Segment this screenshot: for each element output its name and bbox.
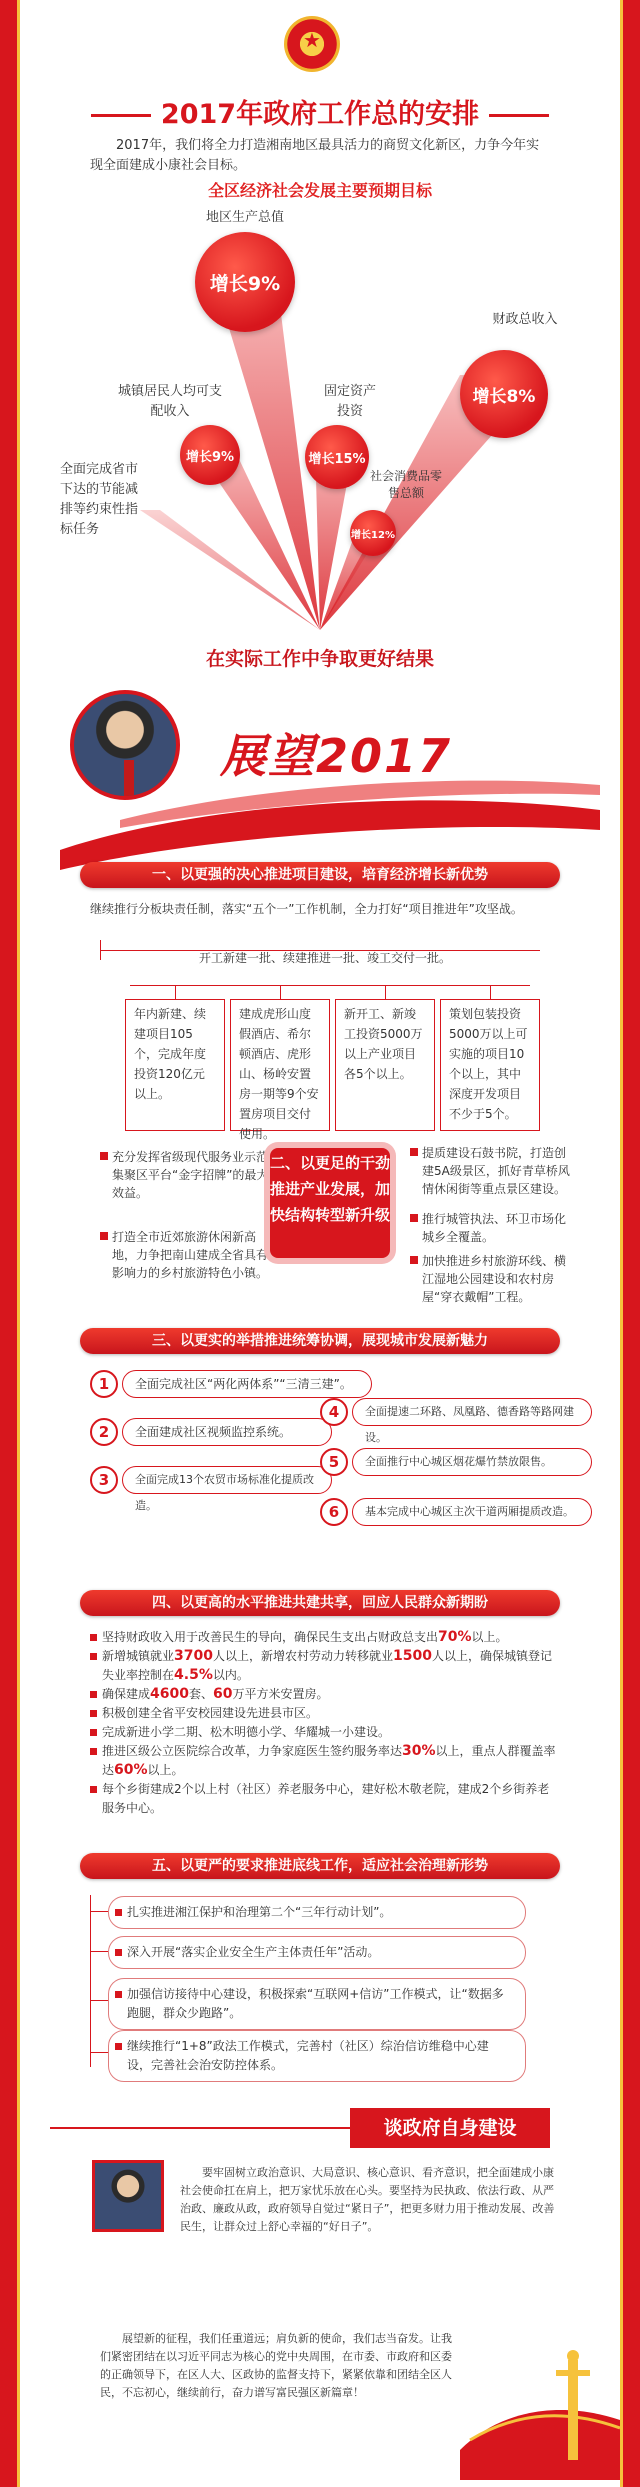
section-4-row: 坚持财政收入用于改善民生的导向，确保民生支出占财政总支出70%以上。 bbox=[90, 1628, 560, 1647]
connector bbox=[490, 985, 491, 999]
leader-portrait bbox=[70, 690, 180, 800]
intro-text: 2017年，我们将全力打造湘南地区最具活力的商贸文化新区，力争今年实现全面建成小康社会目标。 bbox=[90, 138, 540, 173]
section-2-heading: 二、以更足的干劲推进产业发展，加快结构转型新升级 bbox=[270, 1148, 390, 1258]
section-4-heading: 四、以更高的水平推进共建共享，回应人民群众新期盼 bbox=[80, 1590, 560, 1616]
connector bbox=[175, 985, 176, 999]
huabiao-decoration-icon bbox=[460, 2340, 620, 2480]
target-bubble-gdp: 增长9% bbox=[195, 232, 295, 332]
target-bubble-retail: 增长12% bbox=[350, 510, 396, 556]
section-1-box-4: 策划包装投资5000万以上可实施的项目10个以上，其中深度开发项目不少于5个。 bbox=[440, 999, 540, 1131]
outlook-title: 展望2017 bbox=[220, 729, 453, 783]
section-5-item-2: 深入开展“落实企业安全生产主体责任年”活动。 bbox=[108, 1936, 526, 1969]
section-1-box-3: 新开工、新竣工投资5000万以上产业项目各5个以上。 bbox=[335, 999, 435, 1131]
left-frame bbox=[0, 0, 20, 2487]
section-3-num-5: 5 bbox=[320, 1448, 348, 1476]
right-frame bbox=[620, 0, 640, 2487]
target-bubble-investment: 增长15% bbox=[305, 425, 369, 489]
targets-subtitle: 全区经济社会发展主要预期目标 bbox=[207, 181, 432, 200]
section-6-paragraph-2: 展望新的征程，我们任重道远；肩负新的使命，我们志当奋发。让我们紧密团结在以习近平同志为核心的党中央周围，在市委、市政府和区委的正确领导下，在区人大、区政协的监督支持下，紧紧依靠和团结全区人民，不忘初心，继续前行，奋力谱写富民强区新篇章！ bbox=[100, 2332, 452, 2399]
connector bbox=[90, 2052, 108, 2053]
section-3-item-2: 全面建成社区视频监控系统。 bbox=[122, 1418, 332, 1446]
target-label-gdp: 地区生产总值 bbox=[205, 210, 284, 225]
target-bubble-income: 增长9% bbox=[180, 425, 240, 485]
section-1-lead: 继续推行分板块责任制，落实“五个一”工作机制，全力打好“项目推进年”攻坚战。 bbox=[90, 902, 523, 916]
section-4-row: 新增城镇就业3700人以上，新增农村劳动力转移就业1500人以上，确保城镇登记失业率控制在4.5%以内。 bbox=[90, 1647, 560, 1685]
section-2-left-2: 打造全市近郊旅游休闲新高地，力争把南山建成全省具有影响力的乡村旅游特色小镇。 bbox=[100, 1228, 270, 1282]
section-6-paragraph-1: 要牢固树立政治意识、大局意识、核心意识、看齐意识，把全面建成小康社会使命扛在肩上，把万家忧乐放在心头。要坚持为民执政、依法行政、从严治政、廉政从政，政府领导自觉过“紧日子”，把更多财力用于推动发展、改善民生，让群众过上舒心幸福的“好日子”。 bbox=[180, 2166, 555, 2233]
section-2-right-1: 提质建设石鼓书院，打造创建5A级景区，抓好青草桥风情休闲街等重点景区建设。 bbox=[410, 1144, 570, 1198]
section-1-box-2: 建成虎形山度假酒店、希尔顿酒店、虎形山、杨岭安置房一期等9个安置房项目交付使用。 bbox=[230, 999, 330, 1131]
section-4-row: 推进区级公立医院综合改革，力争家庭医生签约服务率达30%以上，重点人群覆盖率达60%以上。 bbox=[90, 1742, 560, 1780]
page bbox=[20, 0, 620, 2487]
target-bubble-fiscal: 增长8% bbox=[460, 350, 548, 438]
target-label-retail: 社会消费品零售总额 bbox=[370, 469, 443, 500]
targets-infographic bbox=[20, 200, 620, 640]
section-3-item-4: 全面提速二环路、凤凰路、德香路等路网建设。 bbox=[352, 1398, 592, 1426]
national-emblem-icon: ★ bbox=[284, 16, 340, 72]
section-3-num-6: 6 bbox=[320, 1498, 348, 1526]
connector bbox=[385, 985, 386, 999]
section-3-item-1: 全面完成社区“两化两体系”“三清三建”。 bbox=[122, 1370, 372, 1398]
section-4-row: 积极创建全省平安校园建设先进县市区。 bbox=[90, 1704, 560, 1723]
section-1-heading: 一、以更强的决心推进项目建设，培育经济增长新优势 bbox=[80, 862, 560, 888]
section-5-item-1: 扎实推进湘江保护和治理第二个“三年行动计划”。 bbox=[108, 1896, 526, 1929]
target-label-fiscal: 财政总收入 bbox=[492, 312, 558, 327]
section-3-num-1: 1 bbox=[90, 1370, 118, 1398]
section-3-heading: 三、以更实的举措推进统筹协调，展现城市发展新魅力 bbox=[80, 1328, 560, 1354]
section-3-num-2: 2 bbox=[90, 1418, 118, 1446]
connector bbox=[90, 1895, 91, 2067]
section-6-heading: 谈政府自身建设 bbox=[350, 2108, 550, 2148]
target-label-energy: 全面完成省市下达的节能减排等约束性指标任务 bbox=[60, 462, 139, 537]
section-4-list bbox=[90, 1628, 560, 1818]
page-title: 2017年政府工作总的安排 bbox=[20, 92, 620, 131]
section-3-item-6: 基本完成中心城区主次干道两厢提质改造。 bbox=[352, 1498, 592, 1526]
section-2-right-2: 推行城管执法、环卫市场化城乡全覆盖。 bbox=[410, 1210, 570, 1246]
section-3-item-3: 全面完成13个农贸市场标准化提质改造。 bbox=[122, 1466, 332, 1494]
section-3-num-3: 3 bbox=[90, 1466, 118, 1494]
section-5-item-3: 加强信访接待中心建设，积极探索“互联网+信访”工作模式，让“数据多跑腿，群众少跑路”。 bbox=[108, 1978, 526, 2030]
connector bbox=[90, 2000, 108, 2001]
connector bbox=[90, 1911, 108, 1912]
section-4-row: 完成新进小学二期、松木明德小学、华耀城一小建设。 bbox=[90, 1723, 560, 1742]
section-1-box-1: 年内新建、续建项目105个，完成年度投资120亿元以上。 bbox=[125, 999, 225, 1131]
connector bbox=[130, 985, 530, 986]
section-2-right-3: 加快推进乡村旅游环线、横江湿地公园建设和农村房屋“穿衣戴帽”工程。 bbox=[410, 1252, 570, 1306]
connector bbox=[90, 1951, 108, 1952]
section-2-left-1: 充分发挥省级现代服务业示范集聚区平台“金字招牌”的最大效益。 bbox=[100, 1148, 270, 1202]
section-5-item-4: 继续推行“1+8”政法工作模式，完善村（社区）综治信访维稳中心建设，完善社会治安防控体系。 bbox=[108, 2030, 526, 2082]
section-3-num-4: 4 bbox=[320, 1398, 348, 1426]
target-label-income: 城镇居民人均可支配收入 bbox=[117, 384, 222, 419]
leader-portrait-small bbox=[92, 2160, 164, 2232]
section-5-heading: 五、以更严的要求推进底线工作，适应社会治理新形势 bbox=[80, 1853, 560, 1879]
slogan: 在实际工作中争取更好结果 bbox=[205, 648, 434, 670]
section-4-row: 确保建成4600套、60万平方米安置房。 bbox=[90, 1685, 560, 1704]
section-1-flow: 开工新建一批、续建推进一批、竣工交付一批。 bbox=[198, 951, 451, 965]
connector bbox=[280, 985, 281, 999]
target-label-investment: 固定资产投资 bbox=[323, 384, 376, 419]
section-3-item-5: 全面推行中心城区烟花爆竹禁放限售。 bbox=[352, 1448, 592, 1476]
section-4-row: 每个乡街建成2个以上村（社区）养老服务中心，建好松木敬老院，建成2个乡街养老服务中心。 bbox=[90, 1780, 560, 1818]
